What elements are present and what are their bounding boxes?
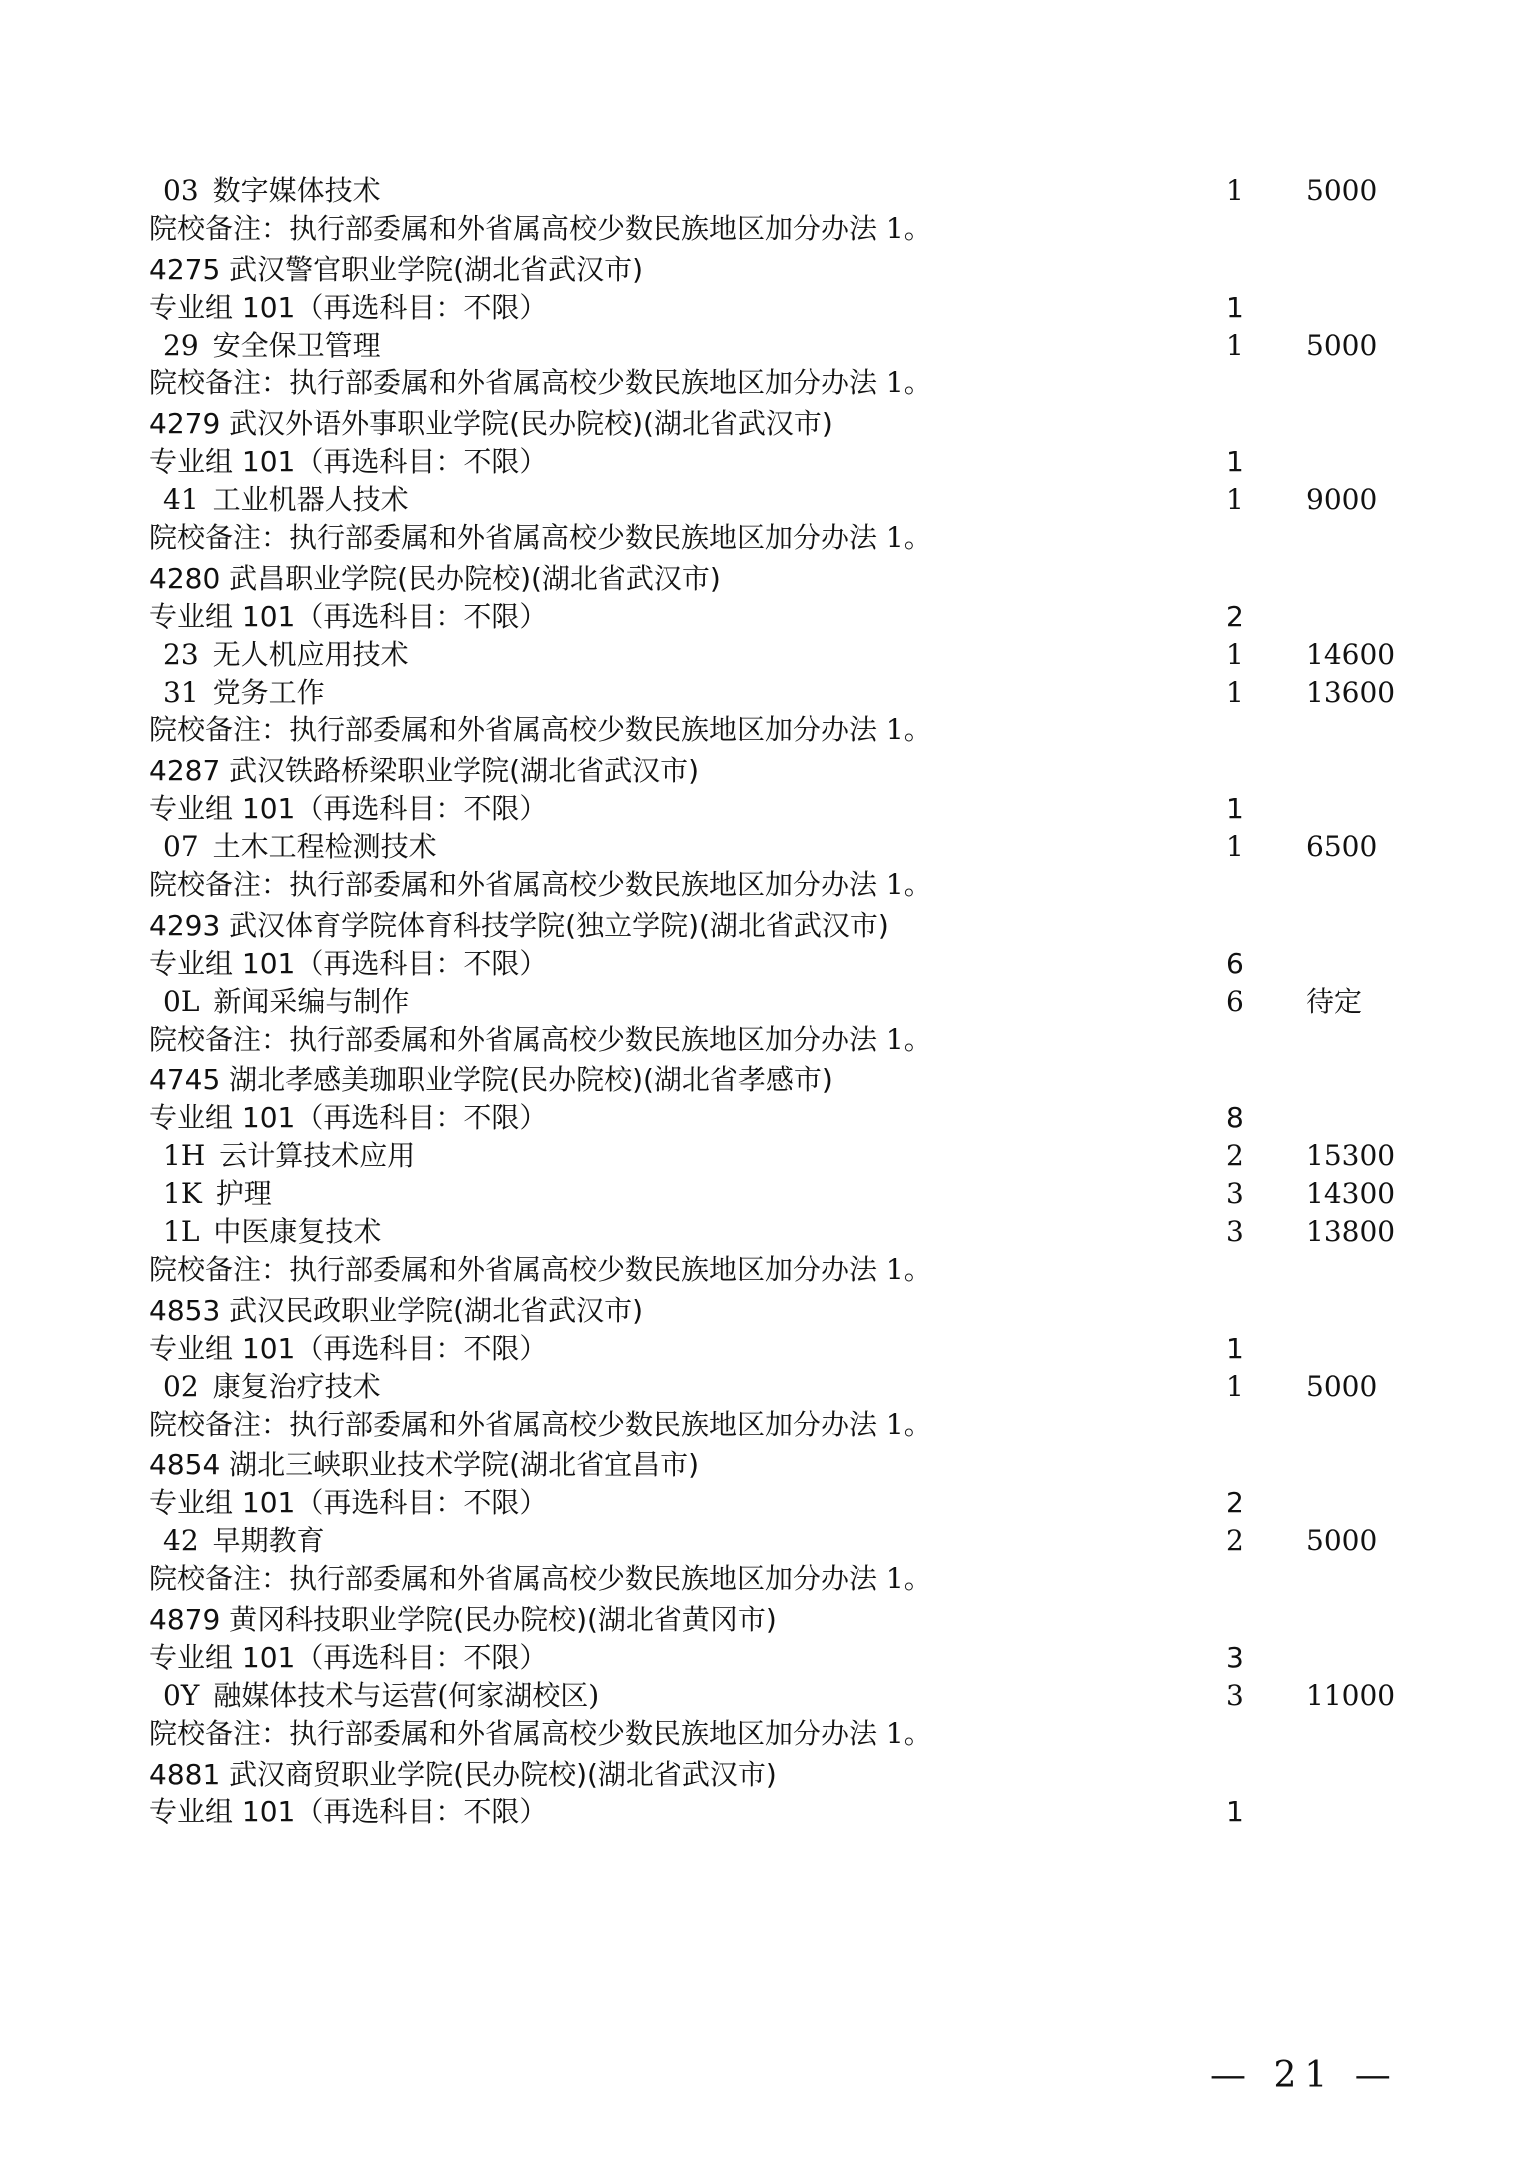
major-code: 07 — [163, 830, 199, 864]
major-count: 3 — [1226, 1177, 1244, 1211]
major-name: 党务工作 — [212, 675, 325, 709]
major-code: 1H — [163, 1139, 206, 1173]
major-name: 工业机器人技术 — [212, 483, 409, 517]
group-count: 1 — [1226, 1331, 1244, 1365]
page-number: — 21 — — [1210, 2055, 1399, 2096]
group-row — [0, 598, 1517, 636]
major-row — [0, 172, 1517, 210]
major-code: 02 — [163, 1369, 199, 1403]
major-row — [0, 828, 1517, 866]
group-count: 1 — [1226, 792, 1244, 826]
college-note — [0, 866, 1517, 904]
group-label: 专业组 101（再选科目：不限） — [149, 599, 548, 633]
group-row — [0, 1484, 1517, 1522]
major-name: 无人机应用技术 — [212, 637, 409, 671]
college-title-row — [0, 907, 1517, 945]
group-label: 专业组 101（再选科目：不限） — [149, 1101, 548, 1135]
major-fee: 待定 — [1306, 984, 1363, 1018]
college-note: 院校备注：执行部委属和外省属高校少数民族地区加分办法 1。 — [149, 211, 932, 245]
college-title-row — [0, 1446, 1517, 1484]
college-title: 4293 武汉体育学院体育科技学院(独立学院)(湖北省武汉市) — [149, 908, 889, 942]
major-count: 2 — [1226, 1524, 1244, 1558]
major-code: 41 — [163, 483, 199, 517]
group-count: 1 — [1226, 290, 1244, 324]
college-note — [0, 1715, 1517, 1753]
college-title-row — [0, 1601, 1517, 1639]
group-label: 专业组 101（再选科目：不限） — [149, 1331, 548, 1365]
college-note-text: 院校备注：执行部委属和外省属高校少数民族地区加分办法 1。 — [149, 1022, 932, 1056]
major-code: 31 — [163, 675, 199, 709]
college-note — [0, 1406, 1517, 1444]
college-note — [0, 1251, 1517, 1289]
major-row — [0, 1522, 1517, 1560]
college-note-text: 院校备注：执行部委属和外省属高校少数民族地区加分办法 1。 — [149, 1407, 932, 1441]
major-code: 1K — [163, 1177, 202, 1211]
college-title: 4853 武汉民政职业学院(湖北省武汉市) — [149, 1293, 644, 1327]
major-count: 6 — [1226, 984, 1244, 1018]
major-name: 融媒体技术与运营(何家湖校区) — [213, 1678, 600, 1712]
major-count: 1 — [1226, 830, 1244, 864]
group-count: 1 — [1226, 445, 1244, 479]
major-code: 03 — [163, 174, 199, 207]
group-row — [0, 1330, 1517, 1368]
group-row — [0, 945, 1517, 983]
major-code: 0Y — [163, 1678, 200, 1712]
group-row — [0, 289, 1517, 327]
college-title-row — [0, 1061, 1517, 1099]
group-label: 专业组 101（再选科目：不限） — [149, 290, 548, 324]
group-label: 专业组 101（再选科目：不限） — [149, 792, 548, 826]
major-code: 23 — [163, 637, 199, 671]
college-note-text: 院校备注：执行部委属和外省属高校少数民族地区加分办法 1。 — [149, 868, 932, 902]
major-name: 护理 — [215, 1177, 272, 1211]
college-title-row — [0, 1756, 1517, 1794]
group-count: 3 — [1226, 1640, 1244, 1674]
major-code: 29 — [163, 328, 199, 362]
major-fee: 13800 — [1306, 1215, 1396, 1249]
college-title: 4881 武汉商贸职业学院(民办院校)(湖北省武汉市) — [149, 1757, 777, 1791]
major-row — [0, 481, 1517, 519]
major-count: 3 — [1226, 1678, 1244, 1712]
major-row — [0, 1677, 1517, 1715]
college-title: 4854 湖北三峡职业技术学院(湖北省宜昌市) — [149, 1448, 700, 1482]
major-row — [0, 327, 1517, 365]
major-count: 1 — [1226, 637, 1244, 671]
college-note — [0, 1021, 1517, 1059]
major-row — [0, 1368, 1517, 1406]
major-row — [0, 636, 1517, 674]
major-count: 1 — [1226, 1369, 1244, 1403]
major-fee: 14600 — [1306, 637, 1396, 671]
major-name: 安全保卫管理 — [212, 328, 381, 362]
college-note — [0, 364, 1517, 402]
college-title: 4745 湖北孝感美珈职业学院(民办院校)(湖北省孝感市) — [149, 1063, 833, 1097]
major-fee: 11000 — [1306, 1678, 1396, 1712]
group-row — [0, 1099, 1517, 1137]
college-list — [0, 251, 1517, 1832]
college-note — [0, 1560, 1517, 1598]
major-row — [0, 1213, 1517, 1251]
college-title-row — [0, 1292, 1517, 1330]
major-fee: 15300 — [1306, 1139, 1396, 1173]
group-count: 1 — [1226, 1795, 1244, 1829]
major-row — [0, 674, 1517, 712]
group-label: 专业组 101（再选科目：不限） — [149, 1486, 548, 1520]
major-fee: 14300 — [1306, 1177, 1396, 1211]
group-count: 6 — [1226, 946, 1244, 980]
major-row — [0, 1137, 1517, 1175]
group-count: 8 — [1226, 1101, 1244, 1135]
major-name: 康复治疗技术 — [212, 1369, 381, 1403]
college-title-row — [0, 251, 1517, 289]
college-note-text: 院校备注：执行部委属和外省属高校少数民族地区加分办法 1。 — [149, 713, 932, 747]
major-count: 1 — [1226, 483, 1244, 517]
group-count: 2 — [1226, 599, 1244, 633]
major-fee: 5000 — [1306, 174, 1378, 207]
major-fee: 5000 — [1306, 1524, 1378, 1558]
group-row — [0, 790, 1517, 828]
major-name: 新闻采编与制作 — [213, 984, 410, 1018]
major-fee: 13600 — [1306, 675, 1396, 709]
major-fee: 9000 — [1306, 483, 1378, 517]
college-title-row — [0, 405, 1517, 443]
college-note-text: 院校备注：执行部委属和外省属高校少数民族地区加分办法 1。 — [149, 521, 932, 555]
college-note — [0, 519, 1517, 557]
major-name: 土木工程检测技术 — [212, 830, 437, 864]
major-count: 2 — [1226, 1139, 1244, 1173]
group-row — [0, 1639, 1517, 1677]
major-name: 数字媒体技术 — [212, 174, 381, 207]
group-label: 专业组 101（再选科目：不限） — [149, 1795, 548, 1829]
major-count: 3 — [1226, 1215, 1244, 1249]
college-title-row — [0, 560, 1517, 598]
college-title: 4279 武汉外语外事职业学院(民办院校)(湖北省武汉市) — [149, 407, 833, 441]
major-name: 中医康复技术 — [213, 1215, 382, 1249]
major-name: 早期教育 — [212, 1524, 325, 1558]
major-code: 1L — [163, 1215, 200, 1249]
college-title: 4275 武汉警官职业学院(湖北省武汉市) — [149, 252, 644, 286]
group-count: 2 — [1226, 1486, 1244, 1520]
major-fee: 5000 — [1306, 1369, 1378, 1403]
college-title: 4280 武昌职业学院(民办院校)(湖北省武汉市) — [149, 561, 721, 595]
major-row — [0, 983, 1517, 1021]
college-note-text: 院校备注：执行部委属和外省属高校少数民族地区加分办法 1。 — [149, 1562, 932, 1596]
college-note — [0, 711, 1517, 749]
major-fee: 5000 — [1306, 328, 1378, 362]
college-note-text: 院校备注：执行部委属和外省属高校少数民族地区加分办法 1。 — [149, 1252, 932, 1286]
major-count: 1 — [1226, 328, 1244, 362]
major-count: 1 — [1226, 174, 1244, 207]
college-note-text: 院校备注：执行部委属和外省属高校少数民族地区加分办法 1。 — [149, 1716, 932, 1750]
college-title: 4879 黄冈科技职业学院(民办院校)(湖北省黄冈市) — [149, 1602, 777, 1636]
major-fee: 6500 — [1306, 830, 1378, 864]
college-title-row — [0, 752, 1517, 790]
major-name: 云计算技术应用 — [219, 1139, 416, 1173]
major-code: 0L — [163, 984, 200, 1018]
college-title: 4287 武汉铁路桥梁职业学院(湖北省武汉市) — [149, 754, 700, 788]
group-label: 专业组 101（再选科目：不限） — [149, 445, 548, 479]
group-label: 专业组 101（再选科目：不限） — [149, 1640, 548, 1674]
major-row — [0, 1175, 1517, 1213]
group-row — [0, 1793, 1517, 1831]
college-note-text: 院校备注：执行部委属和外省属高校少数民族地区加分办法 1。 — [149, 366, 932, 400]
major-code: 42 — [163, 1524, 199, 1558]
group-label: 专业组 101（再选科目：不限） — [149, 946, 548, 980]
major-count: 1 — [1226, 675, 1244, 709]
group-row — [0, 443, 1517, 481]
